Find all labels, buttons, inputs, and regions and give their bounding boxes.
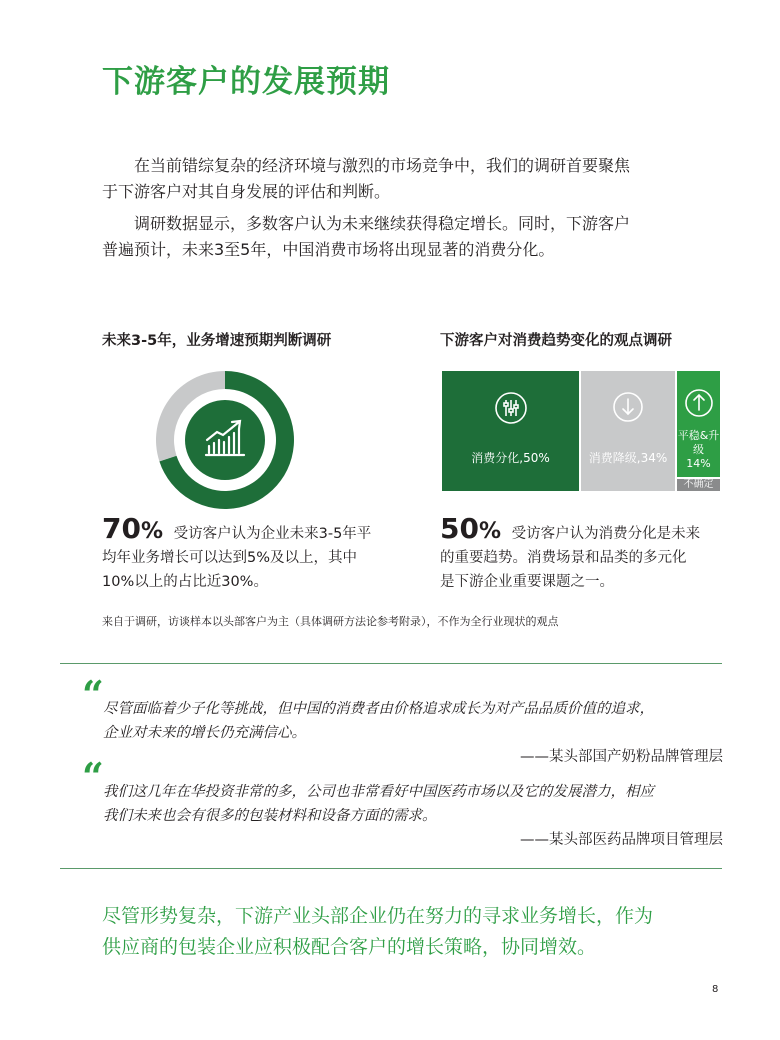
growth-donut-chart [155, 370, 295, 510]
treemap-cell-unsure: 不确定 [677, 479, 720, 491]
quote-1-line-2: 企业对未来的增长仍充满信心。 [103, 725, 306, 741]
growth-stat-line-3: 10%以上的占比近30%。 [102, 574, 268, 590]
quote-1-attribution: ——某头部国产奶粉品牌管理层 [520, 749, 723, 765]
page-number: 8 [712, 984, 719, 995]
intro-text [102, 153, 712, 263]
conclusion-line-2: 供应商的包装企业应积极配合客户的增长策略，协同增效。 [102, 936, 597, 958]
treemap-cell-divergence [442, 371, 579, 491]
consumption-stat [440, 514, 730, 594]
growth-stat-number: 70 [102, 512, 141, 545]
quote-2-attribution: ——某头部医药品牌项目管理层 [520, 832, 723, 848]
growth-survey-title: 未来3-5年，业务增速预期判断调研 [102, 333, 332, 349]
conclusion-text [102, 901, 727, 963]
consumption-stat-line-2: 的重要趋势。消费场景和品类的多元化 [440, 550, 687, 566]
consumption-treemap [442, 371, 720, 491]
growth-stat [102, 514, 392, 594]
growth-stat-percent: % [140, 519, 164, 544]
consumption-stat-line-1: 受访客户认为消费分化是未来 [511, 526, 701, 542]
page-title: 下游客户的发展预期 [102, 64, 390, 100]
divider-bottom [60, 868, 722, 869]
consumption-survey-title: 下游客户对消费趋势变化的观点调研 [440, 333, 672, 349]
quote-1-line-1: 尽管面临着少子化等挑战，但中国的消费者由价格追求成长为对产品品质价值的追求， [103, 701, 654, 717]
quote-2 [103, 780, 723, 852]
quote-2-line-1: 我们这几年在华投资非常的多，公司也非常看好中国医药市场以及它的发展潜力，相应 [103, 784, 654, 800]
intro-p1-line-2: 于下游客户对其自身发展的评估和判断。 [102, 182, 391, 201]
intro-paragraph-1 [102, 153, 712, 205]
arrow-down-circle-icon [612, 391, 644, 423]
treemap-label-divergence: 消费分化,50% [471, 451, 550, 465]
divider-top [60, 663, 722, 664]
treemap-label-downgrade: 消费降级,34% [588, 451, 668, 465]
intro-p1-line-1: 在当前错综复杂的经济环境与激烈的市场竞争中，我们的调研首要聚焦 [134, 156, 631, 175]
quote-mark-icon: “ [82, 672, 104, 717]
intro-paragraph-2 [102, 211, 712, 263]
arrow-up-circle-icon [684, 388, 714, 418]
source-note: 来自于调研，访谈样本以头部客户为主（具体调研方法论参考附录），不作为全行业现状的观点 [102, 615, 559, 628]
quote-mark-icon: “ [82, 754, 104, 799]
consumption-stat-percent: % [478, 519, 502, 544]
donut-center-disc [185, 400, 265, 480]
intro-p2-line-1: 调研数据显示，多数客户认为未来继续获得稳定增长。同时，下游客户 [134, 214, 631, 233]
consumption-stat-number: 50 [440, 512, 479, 545]
growth-stat-line-1: 受访客户认为企业未来3-5年平 [173, 526, 372, 542]
consumption-stat-line-3: 是下游企业重要课题之一。 [440, 574, 614, 590]
treemap-label-upgrade-name: 平稳&升级 [677, 429, 720, 456]
growth-stat-line-2: 均年业务增长可以达到5%及以上，其中 [102, 550, 358, 566]
quote-2-line-2: 我们未来也会有很多的包装材料和设备方面的需求。 [103, 808, 437, 824]
quote-1 [103, 697, 723, 769]
conclusion-line-1: 尽管形势复杂，下游产业头部企业仍在努力的寻求业务增长，作为 [102, 905, 654, 927]
treemap-cell-upgrade [677, 371, 720, 477]
intro-p2-line-2: 普遍预计，未来3至5年，中国消费市场将出现显著的消费分化。 [102, 240, 555, 259]
balance-sliders-icon [494, 391, 528, 425]
treemap-label-upgrade-value: 14% [686, 457, 711, 470]
treemap-label-upgrade [677, 429, 720, 471]
treemap-cell-downgrade [581, 371, 675, 491]
